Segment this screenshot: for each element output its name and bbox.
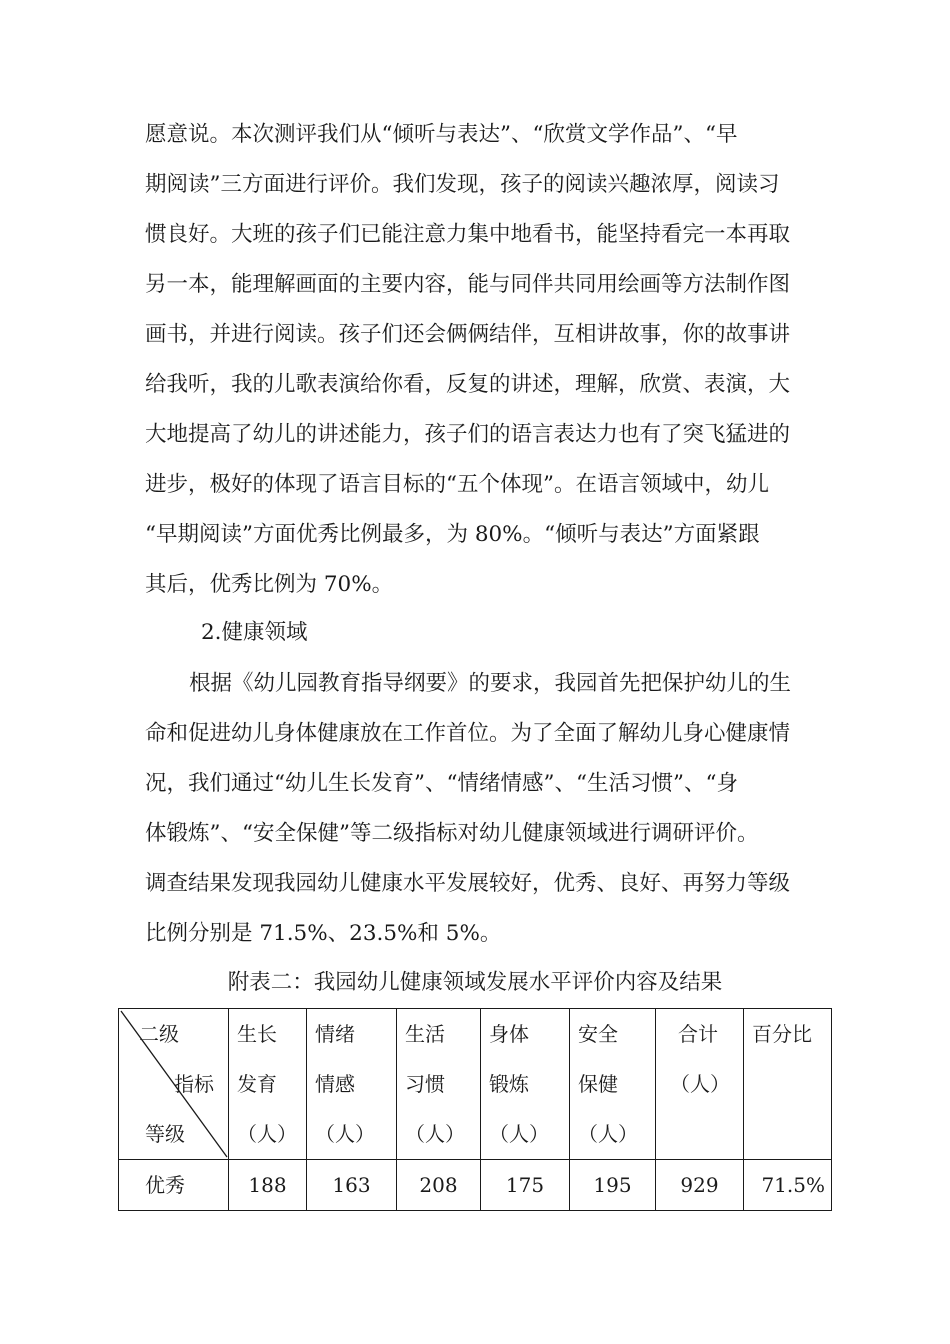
- text-line: 愿意说。本次测评我们从“倾听与表达”、“欣赏文学作品”、“早: [145, 122, 738, 147]
- table-cell: 208: [397, 1160, 481, 1211]
- text-line: 期阅读”三方面进行评价。我们发现，孩子的阅读兴趣浓厚，阅读习: [145, 172, 780, 197]
- column-header-safety: 安全 保健 （人）: [570, 1009, 656, 1160]
- section-heading: 2.健康领域: [201, 620, 308, 645]
- table-cell: 163: [307, 1160, 397, 1211]
- column-header-total: 合计 （人）: [656, 1009, 744, 1160]
- column-header-percentage: 百分比: [744, 1009, 832, 1160]
- column-header-emotion: 情绪 情感 （人）: [307, 1009, 397, 1160]
- table-row: [119, 1160, 832, 1211]
- text-line: 进步，极好的体现了语言目标的“五个体现”。在语言领域中，幼儿: [145, 472, 769, 497]
- column-header-exercise: 身体 锻炼 （人）: [481, 1009, 570, 1160]
- column-header-growth: 生长 发育 （人）: [229, 1009, 307, 1160]
- text-line: 另一本，能理解画面的主要内容，能与同伴共同用绘画等方法制作图: [145, 272, 791, 297]
- text-line: 体锻炼”、“安全保健”等二级指标对幼儿健康领域进行调研评价。: [145, 821, 759, 846]
- text-line: 况，我们通过“幼儿生长发育”、“情绪情感”、“生活习惯”、“身: [145, 771, 738, 796]
- text-line: 给我听，我的儿歌表演给你看，反复的讲述，理解，欣赏、表演，大: [145, 372, 791, 397]
- table-cell: 71.5%: [744, 1160, 832, 1211]
- row-label: 优秀: [119, 1160, 229, 1211]
- table-cell: 929: [656, 1160, 744, 1211]
- column-header-habits: 生活 习惯 （人）: [397, 1009, 481, 1160]
- table-cell: 195: [570, 1160, 656, 1211]
- table-caption: 附表二：我园幼儿健康领域发展水平评价内容及结果: [227, 970, 723, 995]
- corner-label-grade: 等级: [145, 1122, 185, 1146]
- text-line: 其后，优秀比例为 70%。: [145, 572, 394, 597]
- health-evaluation-table: [118, 1008, 832, 1211]
- table-header-row: [119, 1009, 832, 1160]
- text-line: 调查结果发现我园幼儿健康水平发展较好，优秀、良好、再努力等级: [145, 871, 791, 896]
- table-cell: 175: [481, 1160, 570, 1211]
- text-line: 根据《幼儿园教育指导纲要》的要求，我园首先把保护幼儿的生: [189, 671, 792, 696]
- corner-label-indicator: 指标: [174, 1072, 214, 1096]
- text-line: 画书，并进行阅读。孩子们还会俩俩结伴，互相讲故事，你的故事讲: [145, 322, 791, 347]
- text-line: 大地提高了幼儿的讲述能力，孩子们的语言表达力也有了突飞猛进的: [145, 422, 791, 447]
- text-line: 惯良好。大班的孩子们已能注意力集中地看书，能坚持看完一本再取: [145, 222, 791, 247]
- text-line: 比例分别是 71.5%、23.5%和 5%。: [145, 921, 502, 946]
- table-corner-cell: [119, 1009, 229, 1160]
- table-cell: 188: [229, 1160, 307, 1211]
- text-line: 命和促进幼儿身体健康放在工作首位。为了全面了解幼儿身心健康情: [145, 721, 791, 746]
- corner-label-level2: 二级: [139, 1022, 179, 1046]
- text-line: “早期阅读”方面优秀比例最多，为 80%。“倾听与表达”方面紧跟: [145, 522, 760, 547]
